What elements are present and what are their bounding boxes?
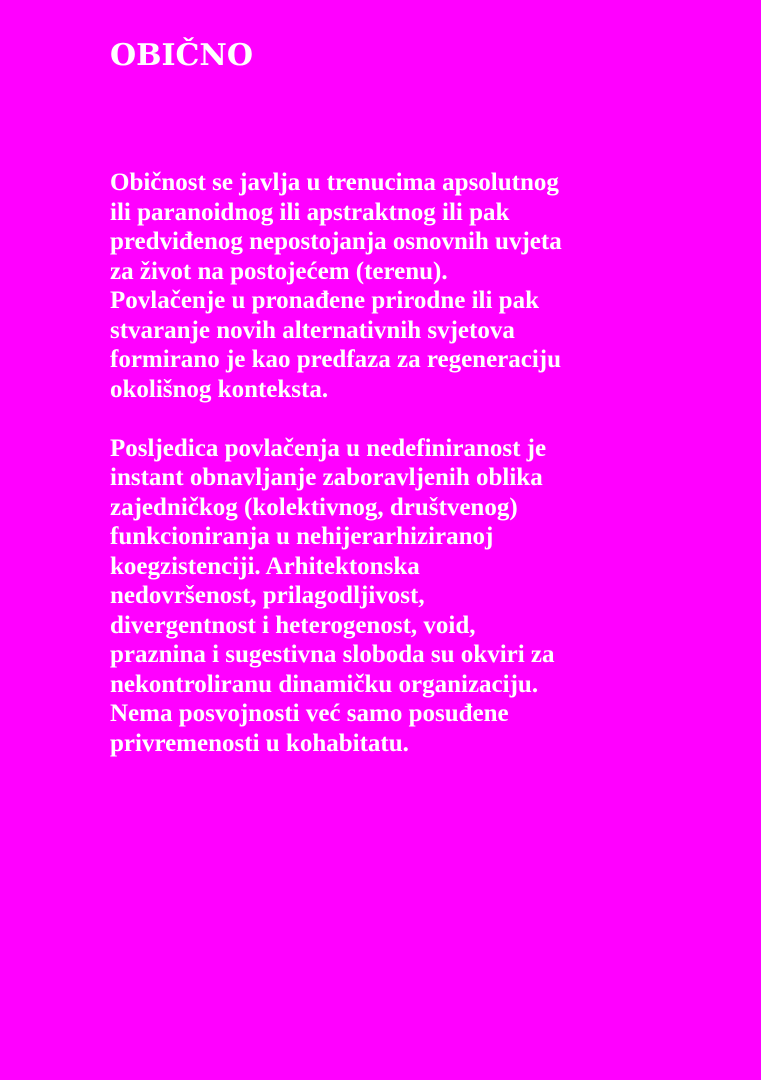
paragraph-2-line: divergentnost i heterogenost, void, (110, 611, 476, 639)
paragraph-1-line: za život na postojećem (terenu). (110, 257, 448, 285)
paragraph-2-line: privremenosti u kohabitatu. (110, 729, 409, 757)
page-title: OBIČNO (110, 38, 253, 73)
paragraph-1-line: ili paranoidnog ili apstraktnog ili pak (110, 198, 510, 226)
paragraph-1-line: stvaranje novih alternativnih svjetova (110, 316, 515, 344)
paragraph-2-line: Posljedica povlačenja u nedefiniranost je (110, 434, 547, 462)
body-text (110, 168, 750, 758)
paragraph-1-line: okolišnog konteksta. (110, 375, 329, 403)
paragraph-2-line: praznina i sugestivna sloboda su okviri za (110, 641, 555, 668)
paragraph-2-line: Nema posvojnosti već samo posuđene (110, 700, 509, 727)
paragraph-1-line: formirano je kao predfaza za regeneraciju (110, 346, 562, 373)
paragraph-2-line: nedovršenost, prilagodljivost, (110, 582, 425, 609)
paragraph-2-line: nekontroliranu dinamičku organizaciju. (110, 670, 539, 698)
paragraph-2-line: funkcioniranja u nehijerarhiziranoj (110, 523, 494, 550)
paragraph-gap (110, 404, 750, 434)
paragraph-2-line: zajedničkog (kolektivnog, društvenog) (110, 493, 518, 521)
paragraph-1-line: Povlačenje u pronađene prirodne ili pak (110, 287, 539, 314)
paragraph-2-line: instant obnavljanje zaboravljenih oblika (110, 464, 543, 491)
paragraph-1-line: Običnost se javlja u trenucima apsolutnog (110, 169, 559, 196)
paragraph-1-line: predviđenog nepostojanja osnovnih uvjeta (110, 228, 562, 255)
paragraph-2-line: koegzistenciji. Arhitektonska (110, 552, 420, 580)
